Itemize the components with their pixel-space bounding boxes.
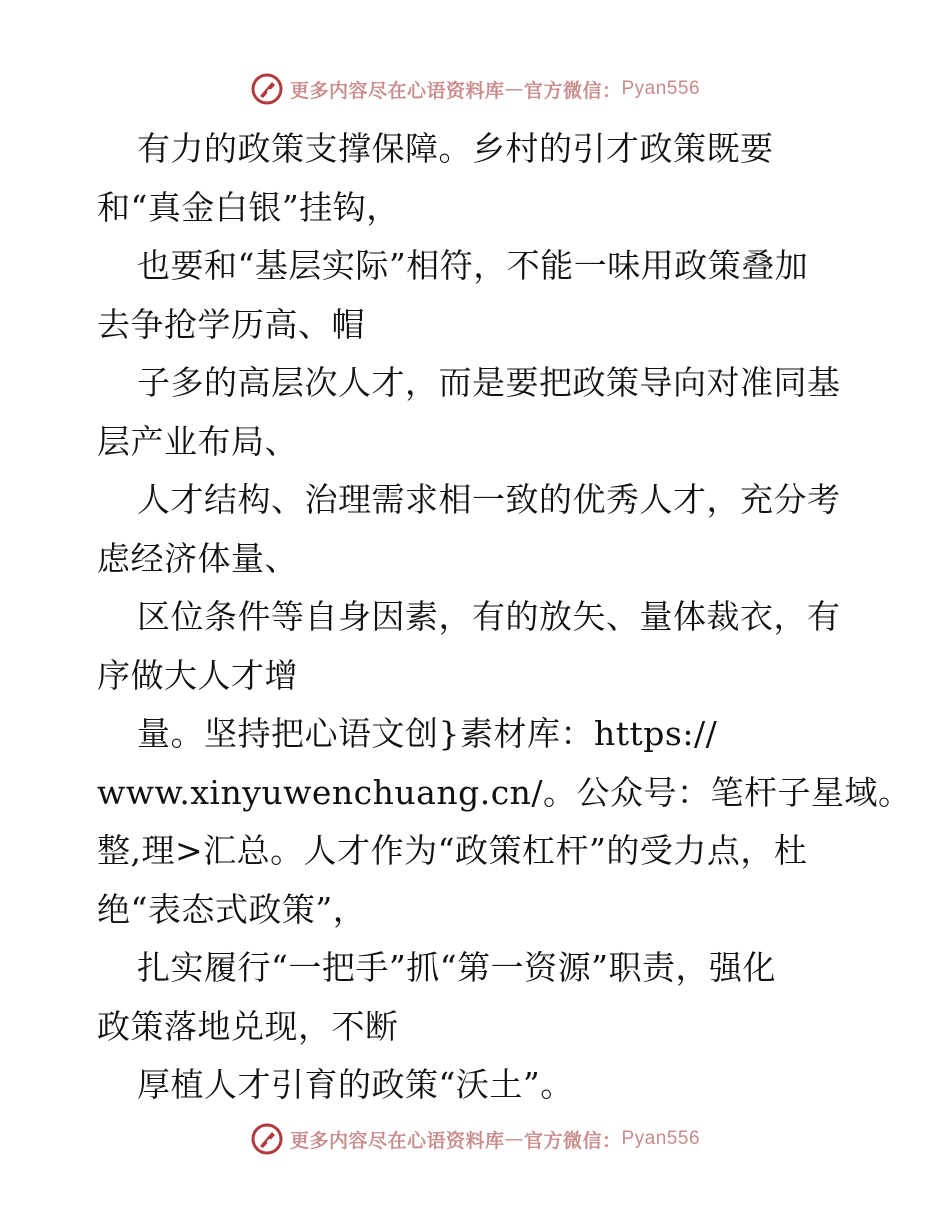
body-line: 政策落地兑现，不断: [97, 1006, 399, 1046]
body-line: 和“真金白银”挂钩，: [97, 187, 400, 227]
body-line: 扎实履行“一把手”抓“第一资源”职责，强化: [137, 948, 776, 987]
pen-nib-logo-icon: [250, 72, 284, 106]
body-line: 子多的高层次人才，而是要把政策导向对准同基: [137, 363, 841, 402]
header-banner-id: Pyan556: [621, 78, 701, 99]
footer-banner-main: 更多内容尽在心语资料库: [289, 1129, 505, 1152]
footer-banner-dash: —: [504, 1128, 524, 1150]
body-line: 有力的政策支撑保障。乡村的引才政策既要: [137, 129, 774, 168]
body-line: 绝“表态式政策”，: [97, 889, 367, 929]
header-banner-main: 更多内容尽在心语资料库: [289, 79, 505, 102]
body-line: 人才结构、治理需求相一致的优秀人才，充分考: [137, 480, 841, 519]
body-line: 层产业布局、: [97, 421, 298, 461]
body-line: www.xinyuwenchuang.cn/。公众号：笔杆子星域。: [97, 772, 912, 812]
document-body: [97, 120, 912, 1115]
body-line: 序做大人才增: [97, 655, 298, 695]
header-banner-official: 官方微信：: [523, 79, 622, 102]
body-line: 厚植人才引育的政策“沃土”。: [137, 1065, 574, 1104]
body-line: 量。坚持把心语文创}素材库：https://: [137, 714, 718, 753]
body-line: 也要和“基层实际”相符，不能一味用政策叠加: [137, 246, 809, 285]
pen-nib-logo-icon: [250, 1122, 284, 1156]
body-line: 整,理>汇总。人才作为“政策杠杆”的受力点，杜: [97, 831, 808, 870]
body-line: 去争抢学历高、帽: [97, 304, 365, 344]
footer-banner-id: Pyan556: [621, 1128, 701, 1149]
page-footer-banner: [0, 1122, 950, 1156]
header-banner-dash: —: [504, 78, 524, 100]
footer-banner-official: 官方微信：: [523, 1129, 622, 1152]
body-line: 区位条件等自身因素，有的放矢、量体裁衣，有: [137, 597, 841, 636]
body-line: 虑经济体量、: [97, 538, 298, 578]
page-header-banner: [0, 72, 950, 106]
